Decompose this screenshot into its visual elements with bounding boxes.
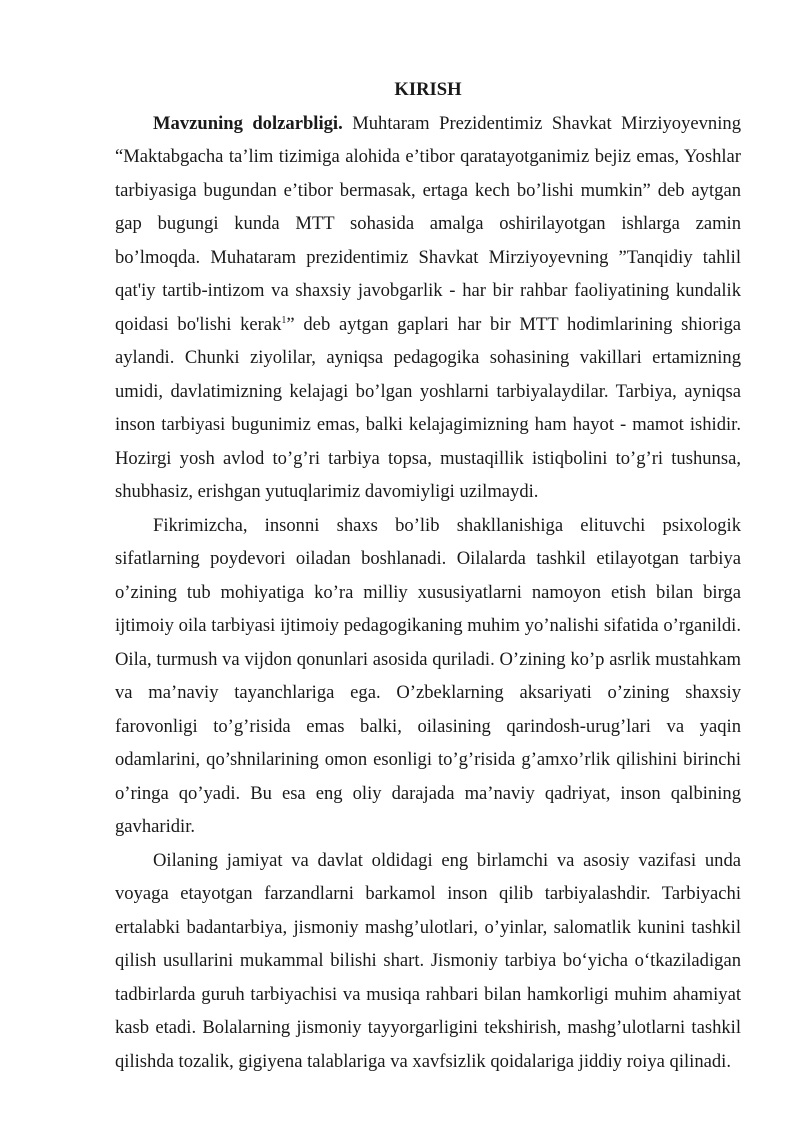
paragraph-1-text-b: ” deb aytgan gaplari har bir MTT hodimlarining shioriga aylandi. Chunki ziyolilar, ayniqsa pedagogika sohasining vakillari ertamizning umidi, davlatimizning kelajagi bo’lgan yoshlarni tarbiyalaydilar. Tarbiya, ayniqsa inson tarbiyasi bugunimiz emas, balki kelajagimizning ham hayot - mamot ishidir. Hozirgi yosh avlod to’g’ri tarbiya topsa, mustaqillik istiqbolini to’g’ri tushunsa, shubhasiz, erishgan yutuqlarimiz davomiyligi uzilmaydi. (115, 313, 741, 502)
footnote-marker[interactable]: 1 (281, 314, 287, 326)
paragraph-1 (115, 107, 741, 509)
document-page (115, 73, 741, 1078)
paragraph-lead: Mavzuning dolzarbligi. (153, 112, 343, 134)
paragraph-1-text-a: Muhtaram Prezidentimiz Shavkat Mirziyoyevning “Maktabgacha ta’lim tizimiga alohida e’tibor qaratayotganimiz bejiz emas, Yoshlar tarbiyasiga bugundan e’tibor bermasak, ertaga kech bo’lishi mumkin” deb aytgan gap bugungi kunda MTT sohasida amalga oshirilayotgan ishlarga zamin bo’lmoqda. Muhataram prezidentimiz Shavkat Mirziyoyevning ”Tanqidiy tahlil qat'iy tartib-intizom va shaxsiy javobgarlik - har bir rahbar faoliyatining kundalik qoidasi bo'lishi kerak (115, 112, 741, 335)
page-title: KIRISH (394, 79, 462, 100)
paragraph-3: Oilaning jamiyat va davlat oldidagi eng birlamchi va asosiy vazifasi unda voyaga etayotgan farzandlarni barkamol inson qilib tarbiyalashdir. Tarbiyachi ertalabki badantarbiya, jismoniy mashg’ulotlari, o’yinlar, salomatlik kunini tashkil qilish usullarini mukammal bilishi shart. Jismoniy tarbiya bo‘yicha o‘tkaziladigan tadbirlarda guruh tarbiyachisi va musiqa rahbari bilan hamkorligi muhim ahamiyat kasb etadi. Bolalarning jismoniy tayyorgarligini tekshirish, mashg’ulotlarni tashkil qilishda tozalik, gigiyena talablariga va xavfsizlik qoidalariga jiddiy roiya qilinadi. (115, 849, 741, 1072)
paragraph-2: Fikrimizcha, insonni shaxs bo’lib shakllanishiga elituvchi psixologik sifatlarning poydevori oiladan boshlanadi. Oilalarda tashkil etilayotgan tarbiya o’zining tub mohiyatiga ko’ra milliy xususiyatlarni namoyon etish bilan birga ijtimoiy oila tarbiyasi ijtimoiy pedagogikaning muhim yo’nalishi sifatida o’rganildi. Oila, turmush va vijdon qonunlari asosida quriladi. O’zining ko’p asrlik mustahkam va ma’naviy tayanchlariga ega. O’zbeklarning aksariyati o’zining shaxsiy farovonligi to’g’risida emas balki, oilasining qarindosh-urug’lari va yaqin odamlarini, qo’shnilarining omon esonligi to’g’risida g’amxo’rlik qilishini birinchi o’ringa qo’yadi. Bu esa eng oliy darajada ma’naviy qadriyat, inson qalbining gavharidir. (115, 514, 741, 837)
